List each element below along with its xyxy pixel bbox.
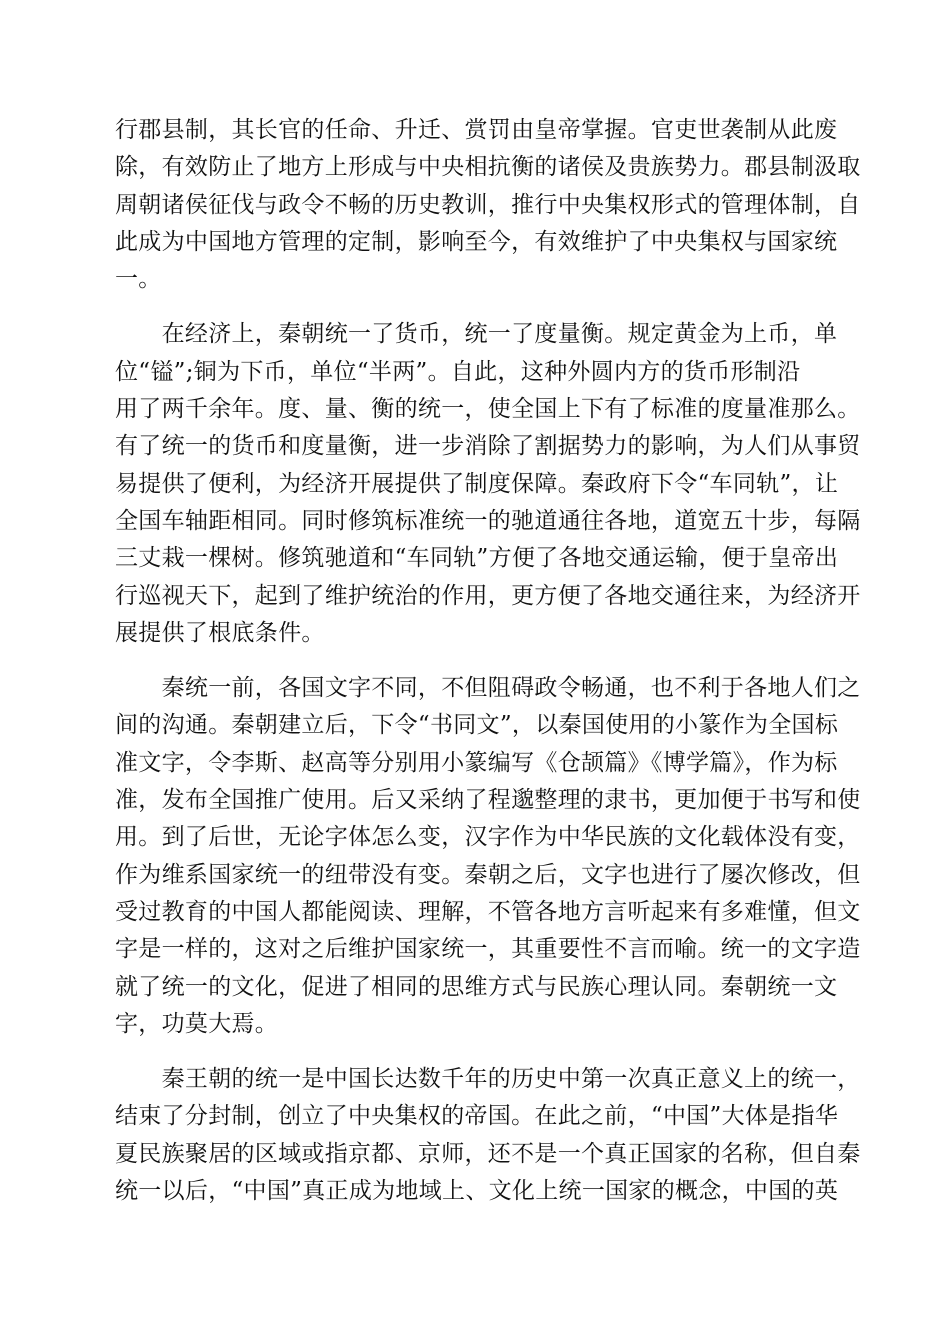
text-line: 用。到了后世，无论字体怎么变，汉字作为中华民族的文化载体没有变， xyxy=(115,824,861,851)
paragraph-2 xyxy=(115,316,861,652)
text-line: 字是一样的，这对之后维护国家统一，其重要性不言而喻。统一的文字造 xyxy=(115,936,861,963)
text-line: 除，有效防止了地方上形成与中央相抗衡的诸侯及贵族势力。郡县制汲取 xyxy=(115,154,861,181)
text-line: 就了统一的文化，促进了相同的思维方式与民族心理认同。秦朝统一文 xyxy=(115,973,838,1000)
text-line: 行郡县制，其长官的任命、升迁、赏罚由皇帝掌握。官吏世袭制从此废 xyxy=(115,117,838,143)
paragraph-3 xyxy=(115,670,861,1043)
paragraph-4 xyxy=(115,1061,861,1210)
text-line: 周朝诸侯征伐与政令不畅的历史教训，推行中央集权形式的管理体制，自 xyxy=(115,191,861,218)
text-line: 准，发布全国推广使用。后又采纳了程邈整理的隶书，更加便于书写和使 xyxy=(115,787,861,814)
text-line: 统一以后，“中国”真正成为地域上、文化上统一国家的概念，中国的英 xyxy=(115,1178,839,1205)
text-line: 位“镒”;铜为下币，单位“半两”。自此，这种外圆内方的货币形制沿 xyxy=(115,358,801,385)
text-line: 行巡视天下，起到了维护统治的作用，更方便了各地交通往来，为经济开 xyxy=(115,582,861,609)
text-line: 用了两千余年。度、量、衡的统一，使全国上下有了标准的度量准那么。 xyxy=(115,396,861,423)
text-line: 夏民族聚居的区域或指京都、京师，还不是一个真正国家的名称，但自秦 xyxy=(115,1140,861,1167)
text-line: 有了统一的货币和度量衡，进一步消除了割据势力的影响，为人们从事贸 xyxy=(115,433,861,460)
document-body xyxy=(115,112,861,1228)
text-line: 间的沟通。秦朝建立后，下令“书同文”，以秦国使用的小篆作为全国标 xyxy=(115,712,839,739)
text-line: 展提供了根底条件。 xyxy=(115,619,325,646)
text-line: 准文字，令李斯、赵高等分别用小篆编写《仓颉篇》《博学篇》，作为标 xyxy=(115,749,838,776)
text-line: 作为维系国家统一的纽带没有变。秦朝之后，文字也进行了屡次修改，但 xyxy=(115,861,861,888)
text-line: 秦统一前，各国文字不同，不但阻碍政令畅通，也不利于各地人们之 xyxy=(115,675,861,702)
text-line: 一。 xyxy=(115,266,162,293)
text-line: 受过教育的中国人都能阅读、理解，不管各地方言听起来有多难懂，但文 xyxy=(115,898,861,925)
text-line: 字，功莫大焉。 xyxy=(115,1010,279,1037)
text-line: 易提供了便利，为经济开展提供了制度保障。秦政府下令“车同轨”，让 xyxy=(115,470,839,497)
paragraph-1 xyxy=(115,112,861,298)
text-line: 秦王朝的统一是中国长达数千年的历史中第一次真正意义上的统一， xyxy=(115,1066,861,1093)
text-line: 结束了分封制，创立了中央集权的帝国。在此之前，“中国”大体是指华 xyxy=(115,1103,839,1130)
text-line: 全国车轴距相同。同时修筑标准统一的驰道通往各地，道宽五十步，每隔 xyxy=(115,507,861,534)
text-line: 三丈栽一棵树。修筑驰道和“车同轨”方便了各地交通运输，便于皇帝出 xyxy=(115,545,839,572)
text-line: 在经济上，秦朝统一了货币，统一了度量衡。规定黄金为上币，单 xyxy=(115,321,838,348)
text-line: 此成为中国地方管理的定制，影响至今，有效维护了中央集权与国家统 xyxy=(115,228,838,255)
